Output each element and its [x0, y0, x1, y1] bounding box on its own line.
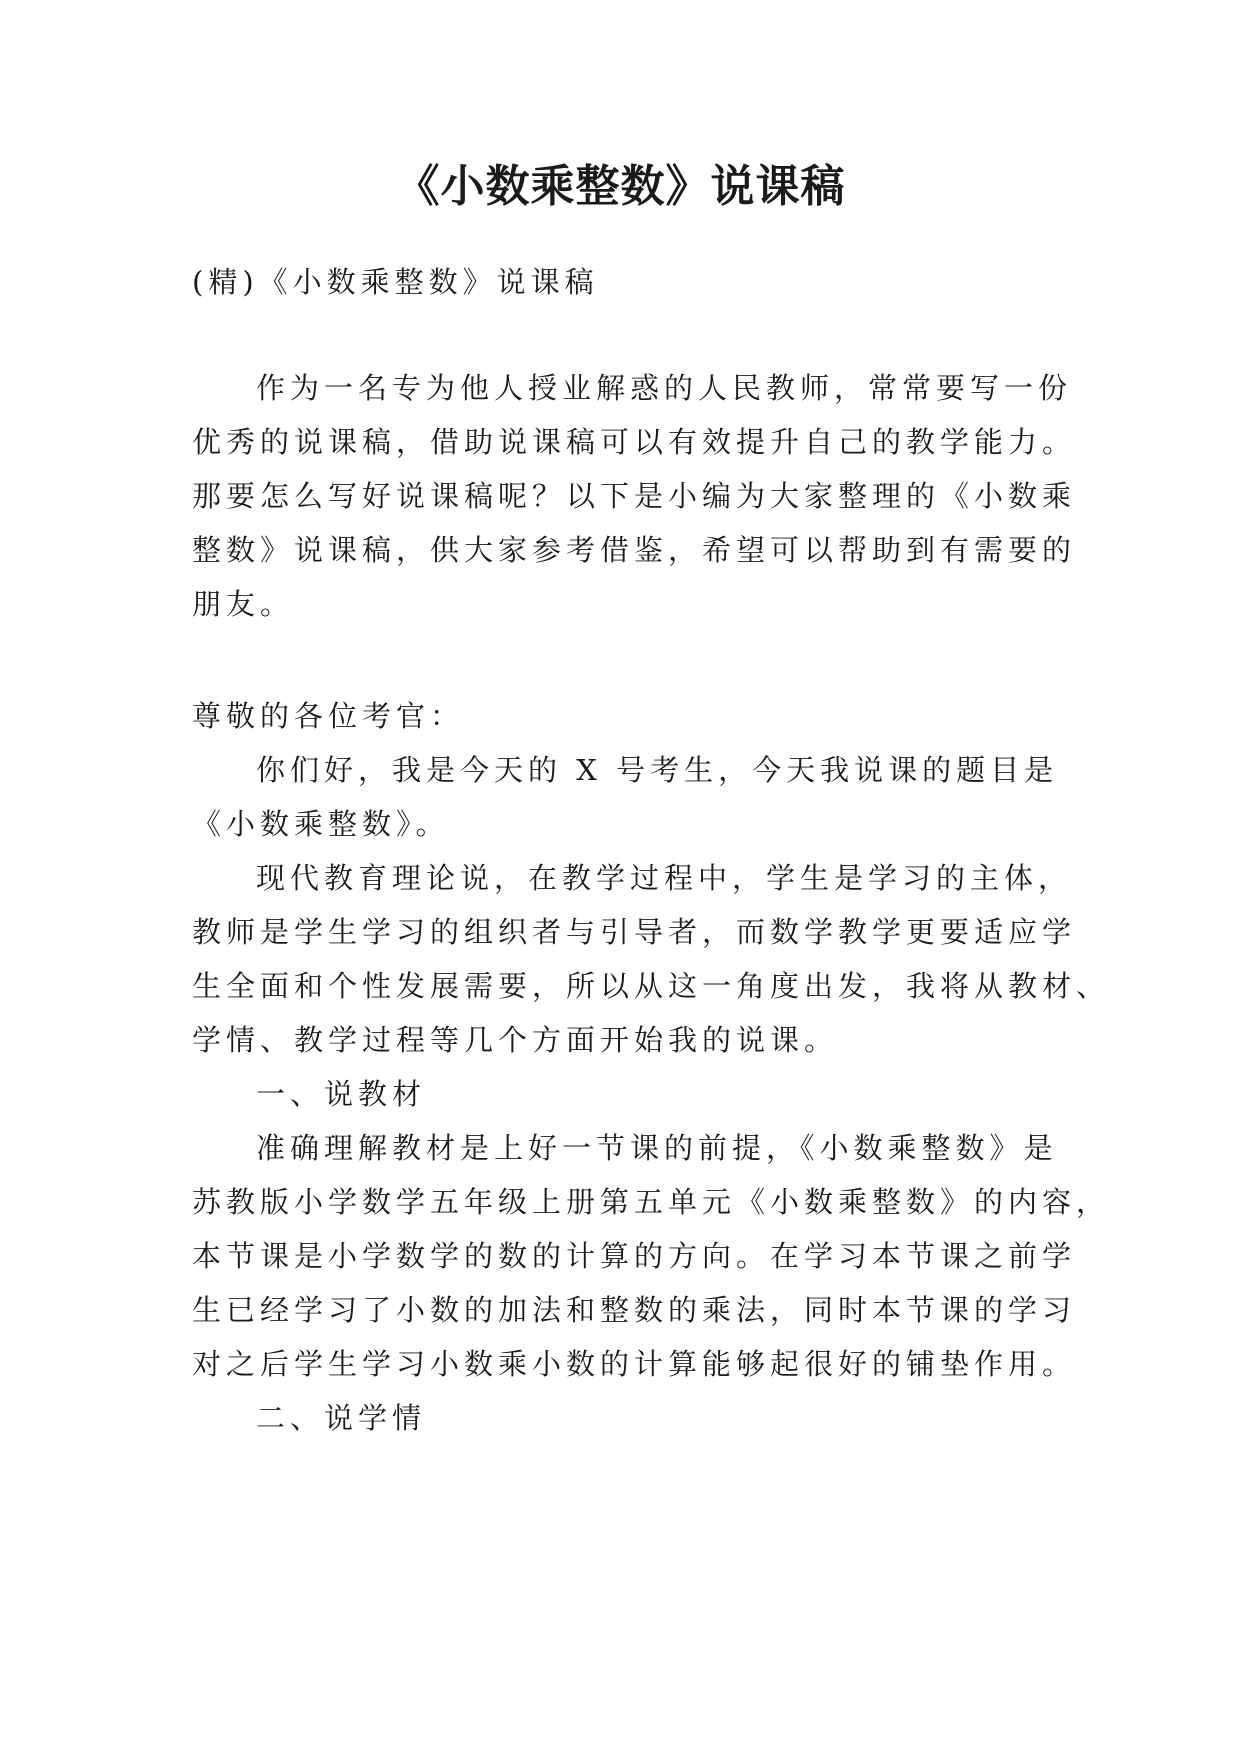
material-line: 苏教版小学数学五年级上册第五单元《小数乘整数》的内容，	[192, 1185, 1111, 1219]
hello-line: 《小数乘整数》。	[192, 807, 450, 841]
intro-line: 整数》说课稿，供大家参考借鉴，希望可以帮助到有需要的	[192, 533, 1077, 567]
intro-line: 作为一名专为他人授业解惑的人民教师，常常要写一份	[256, 371, 1073, 405]
intro-line: 那要怎么写好说课稿呢？以下是小编为大家整理的《小数乘	[192, 479, 1077, 513]
material-line: 对之后学生学习小数乘小数的计算能够起很好的铺垫作用。	[192, 1347, 1077, 1381]
intro-line: 优秀的说课稿，借助说课稿可以有效提升自己的教学能力。	[192, 425, 1077, 459]
intro-line: 朋友。	[192, 587, 295, 621]
material-line: 生已经学习了小数的加法和整数的乘法，同时本节课的学习	[192, 1293, 1077, 1327]
section-heading-material: 一、说教材	[256, 1077, 427, 1111]
document-subtitle: (精)《小数乘整数》说课稿	[192, 265, 599, 299]
material-line: 本节课是小学数学的数的计算的方向。在学习本节课之前学	[192, 1239, 1077, 1273]
material-line: 准确理解教材是上好一节课的前提，《小数乘整数》是	[256, 1131, 1058, 1165]
theory-line: 生全面和个性发展需要，所以从这一角度出发，我将从教材、	[192, 969, 1111, 1003]
section-heading-students: 二、说学情	[256, 1401, 427, 1435]
theory-line: 教师是学生学习的组织者与引导者，而数学教学更要适应学	[192, 915, 1077, 949]
theory-line: 现代教育理论说，在教学过程中，学生是学习的主体，	[256, 861, 1073, 895]
greeting: 尊敬的各位考官：	[192, 699, 465, 733]
theory-line: 学情、教学过程等几个方面开始我的说课。	[192, 1023, 839, 1057]
document-title: 《小数乘整数》说课稿	[395, 161, 846, 212]
hello-line: 你们好，我是今天的 X 号考生，今天我说课的题目是	[256, 753, 1059, 787]
